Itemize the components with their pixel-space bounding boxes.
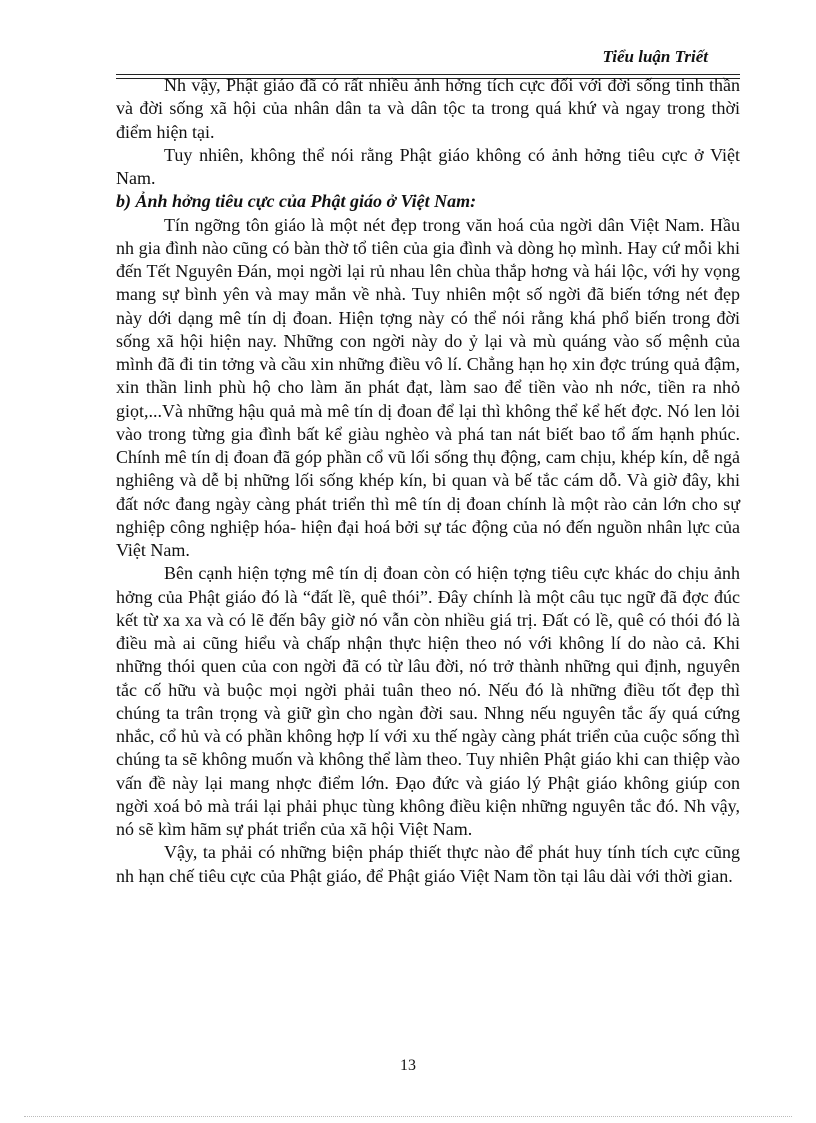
page-number: 13 bbox=[400, 1057, 416, 1074]
paragraph-conclusion: Vậy, ta phải có những biện pháp thiết thực nào để phát huy tính tích cực cũng nh hạn chế tiêu cực của Phật giáo, để Phật giáo Việt Nam tồn tại lâu dài với thời gian. bbox=[116, 842, 740, 886]
footer-dotted-line bbox=[24, 1116, 792, 1117]
paragraph-positive-summary: Nh vậy, Phật giáo đã có rất nhiều ảnh hởng tích cực đối với đời sống tinh thần và đời sống xã hội của nhân dân ta và dân tộc ta trong quá khứ và ngay trong thời điểm hiện tại. bbox=[116, 75, 740, 142]
paragraph-negative-intro: Tuy nhiên, không thể nói rằng Phật giáo không có ảnh hởng tiêu cực ở Việt Nam. bbox=[116, 144, 740, 188]
page-header-title: Tiểu luận Triết bbox=[602, 47, 708, 66]
paragraph-customs: Bên cạnh hiện tợng mê tín dị đoan còn có hiện tợng tiêu cực khác do chịu ảnh hởng của Phật giáo đó là “đất lề, quê thói”. Đây chính là một câu tục ngữ đã đợc đúc kết từ xa xa và có lẽ đến bây giờ nó vẫn còn nhiều giá trị. Đất có lề, quê có thói đó là điều mà ai cũng hiểu và chấp nhận thực hiện theo nó với không lí do nào cả. Khi những thói quen của con ngời đã có từ lâu đời, nó trở thành những qui định, nguyên tắc cố hữu và buộc mọi ngời phải tuân theo nó. Nếu đó là những điều tốt đẹp thì chúng ta trân trọng và giữ gìn cho ngàn đời sau. Nhng nếu nguyên tắc ấy quá cứng nhắc, cổ hủ và có phần không hợp lí với xu thế ngày càng phát triển của cuộc sống thì chúng ta sẽ không muốn và không thể làm theo. Tuy nhiên Phật giáo khi can thiệp vào vấn đề này lại mang nhợc điểm lớn. Đạo đức và giáo lý Phật giáo không giúp con ngời xoá bỏ mà trái lại phải phục tùng không điều kiện những nguyên tắc đó. Nh vậy, nó sẽ kìm hãm sự phát triển của xã hội Việt Nam. bbox=[116, 563, 740, 839]
section-heading-negative-influence: b) Ảnh hởng tiêu cực của Phật giáo ở Việt Nam: bbox=[116, 191, 477, 212]
document-body bbox=[116, 74, 740, 888]
paragraph-superstition: Tín ngỡng tôn giáo là một nét đẹp trong văn hoá của ngời dân Việt Nam. Hầu nh gia đình nào cũng có bàn thờ tổ tiên của gia đình và dòng họ mình. Hay cứ mỗi khi đến Tết Nguyên Đán, mọi ngời lại rủ nhau lên chùa thắp hơng và hái lộc, với hy vọng mang sự bình yên và may mắn về nhà. Tuy nhiên một số ngời đã biến tớng nét đẹp này dới dạng mê tín dị đoan. Hiện tợng này có thể nói rằng khá phổ biến trong đời sống xã hội hiện nay. Những con ngời này do ỷ lại và mù quáng vào số mệnh của mình đã đi tin tởng và cầu xin những điều vô lí. Chẳng hạn họ xin đợc trúng quả đậm, xin thần linh phù hộ cho làm ăn phát đạt, làm sao để tiền vào nh nớc, tiền ra nhỏ giọt,...Và những hậu quả mà mê tín dị đoan để lại thì không thể kể hết đợc. Nó len lỏi vào trong từng gia đình bất kể giàu nghèo và phá tan nát biết bao tổ ấm hạnh phúc. Chính mê tín dị đoan đã góp phần cổ vũ lối sống thụ động, cam chịu, khép kín, dễ ngả nghiêng và dễ bị những lối sống khép kín, bi quan và bế tắc cám dỗ. Và giờ đây, khi đất nớc đang ngày càng phát triển thì mê tín dị đoan chính là một rào cản lớn cho sự nghiệp công nghiệp hóa- hiện đại hoá bởi sự tác động của nó đến nguồn nhân lực của Việt Nam. bbox=[116, 214, 740, 560]
